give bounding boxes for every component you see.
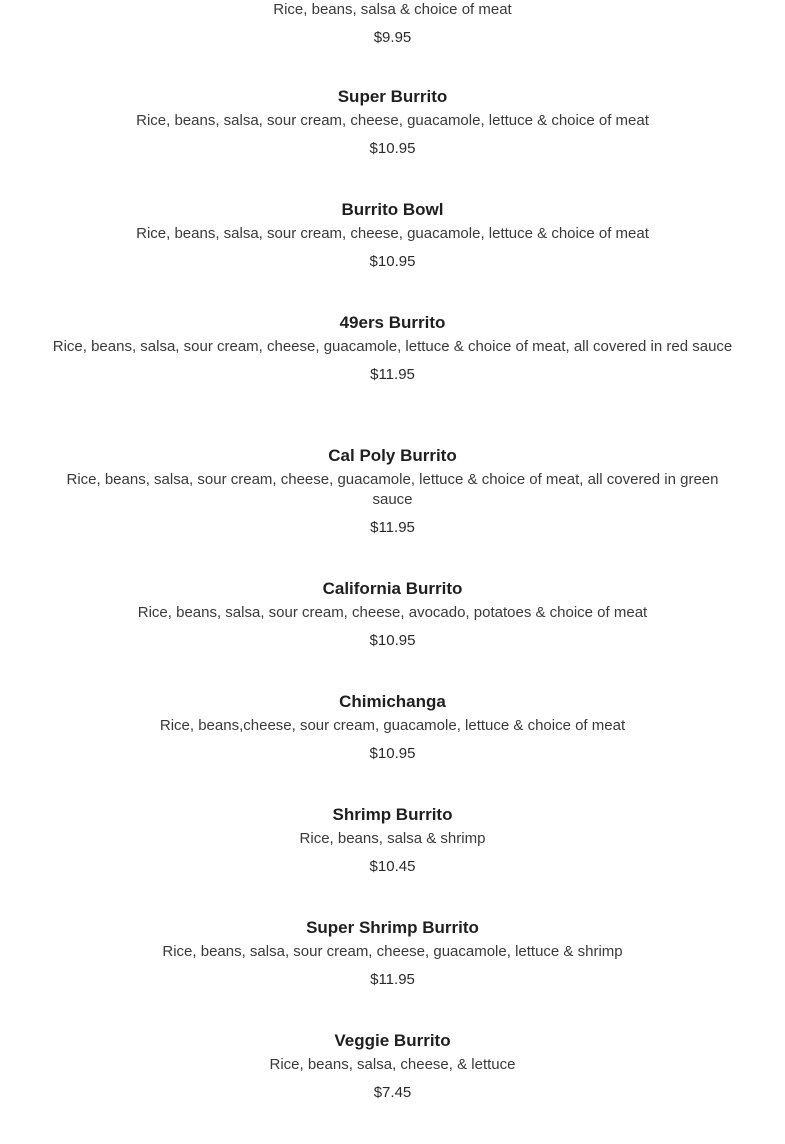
item-price: $10.95	[369, 140, 416, 157]
item-name: Chimichanga	[339, 692, 446, 711]
item-description: Rice, beans, salsa & shrimp	[299, 830, 486, 847]
menu-item-california-burrito	[45, 578, 740, 651]
menu-item-49ers-burrito	[45, 312, 740, 385]
item-price: $11.95	[370, 519, 415, 536]
item-price: $11.95	[370, 366, 415, 383]
item-price: $10.95	[369, 632, 416, 649]
item-description: Rice, beans, salsa, sour cream, cheese, guacamole, lettuce & choice of meat, all covered in green sauce	[66, 471, 719, 508]
item-price: $11.95	[370, 971, 415, 988]
menu-item-super-burrito	[45, 86, 740, 159]
item-name: Veggie Burrito	[334, 1031, 451, 1050]
item-name: Super Burrito	[337, 87, 448, 106]
item-name: Cal Poly Burrito	[328, 446, 457, 465]
item-description: Rice, beans, salsa, sour cream, cheese, guacamole, lettuce & shrimp	[162, 943, 623, 960]
item-name: Super Shrimp Burrito	[306, 918, 479, 937]
menu-item-shrimp-burrito	[45, 804, 740, 877]
item-description: Rice, beans, salsa, cheese, & lettuce	[269, 1056, 516, 1073]
menu-item-cal-poly-burrito	[45, 445, 740, 538]
item-price: $10.45	[369, 858, 416, 875]
item-description: Rice, beans, salsa, sour cream, cheese, guacamole, lettuce & choice of meat	[136, 225, 649, 242]
menu-item-partial	[45, 0, 740, 48]
item-description: Rice, beans,cheese, sour cream, guacamole, lettuce & choice of meat	[159, 717, 626, 734]
item-description: Rice, beans, salsa, sour cream, cheese, avocado, potatoes & choice of meat	[137, 604, 648, 621]
item-name: 49ers Burrito	[339, 313, 446, 332]
menu-item-veggie-burrito	[45, 1030, 740, 1103]
item-price: $10.95	[369, 745, 416, 762]
menu-item-burrito-bowl	[45, 199, 740, 272]
item-name: California Burrito	[322, 579, 463, 598]
item-price: $10.95	[369, 253, 416, 270]
item-description: Rice, beans, salsa, sour cream, cheese, guacamole, lettuce & choice of meat, all covered in red sauce	[52, 338, 733, 355]
item-name: Shrimp Burrito	[332, 805, 453, 824]
item-price: $7.45	[373, 1084, 412, 1101]
item-description: Rice, beans, salsa & choice of meat	[273, 1, 512, 18]
item-description: Rice, beans, salsa, sour cream, cheese, guacamole, lettuce & choice of meat	[136, 112, 649, 129]
item-price: $9.95	[373, 29, 412, 46]
menu-item-super-shrimp-burrito	[45, 917, 740, 990]
item-name: Burrito Bowl	[341, 200, 444, 219]
menu-item-chimichanga	[45, 691, 740, 764]
